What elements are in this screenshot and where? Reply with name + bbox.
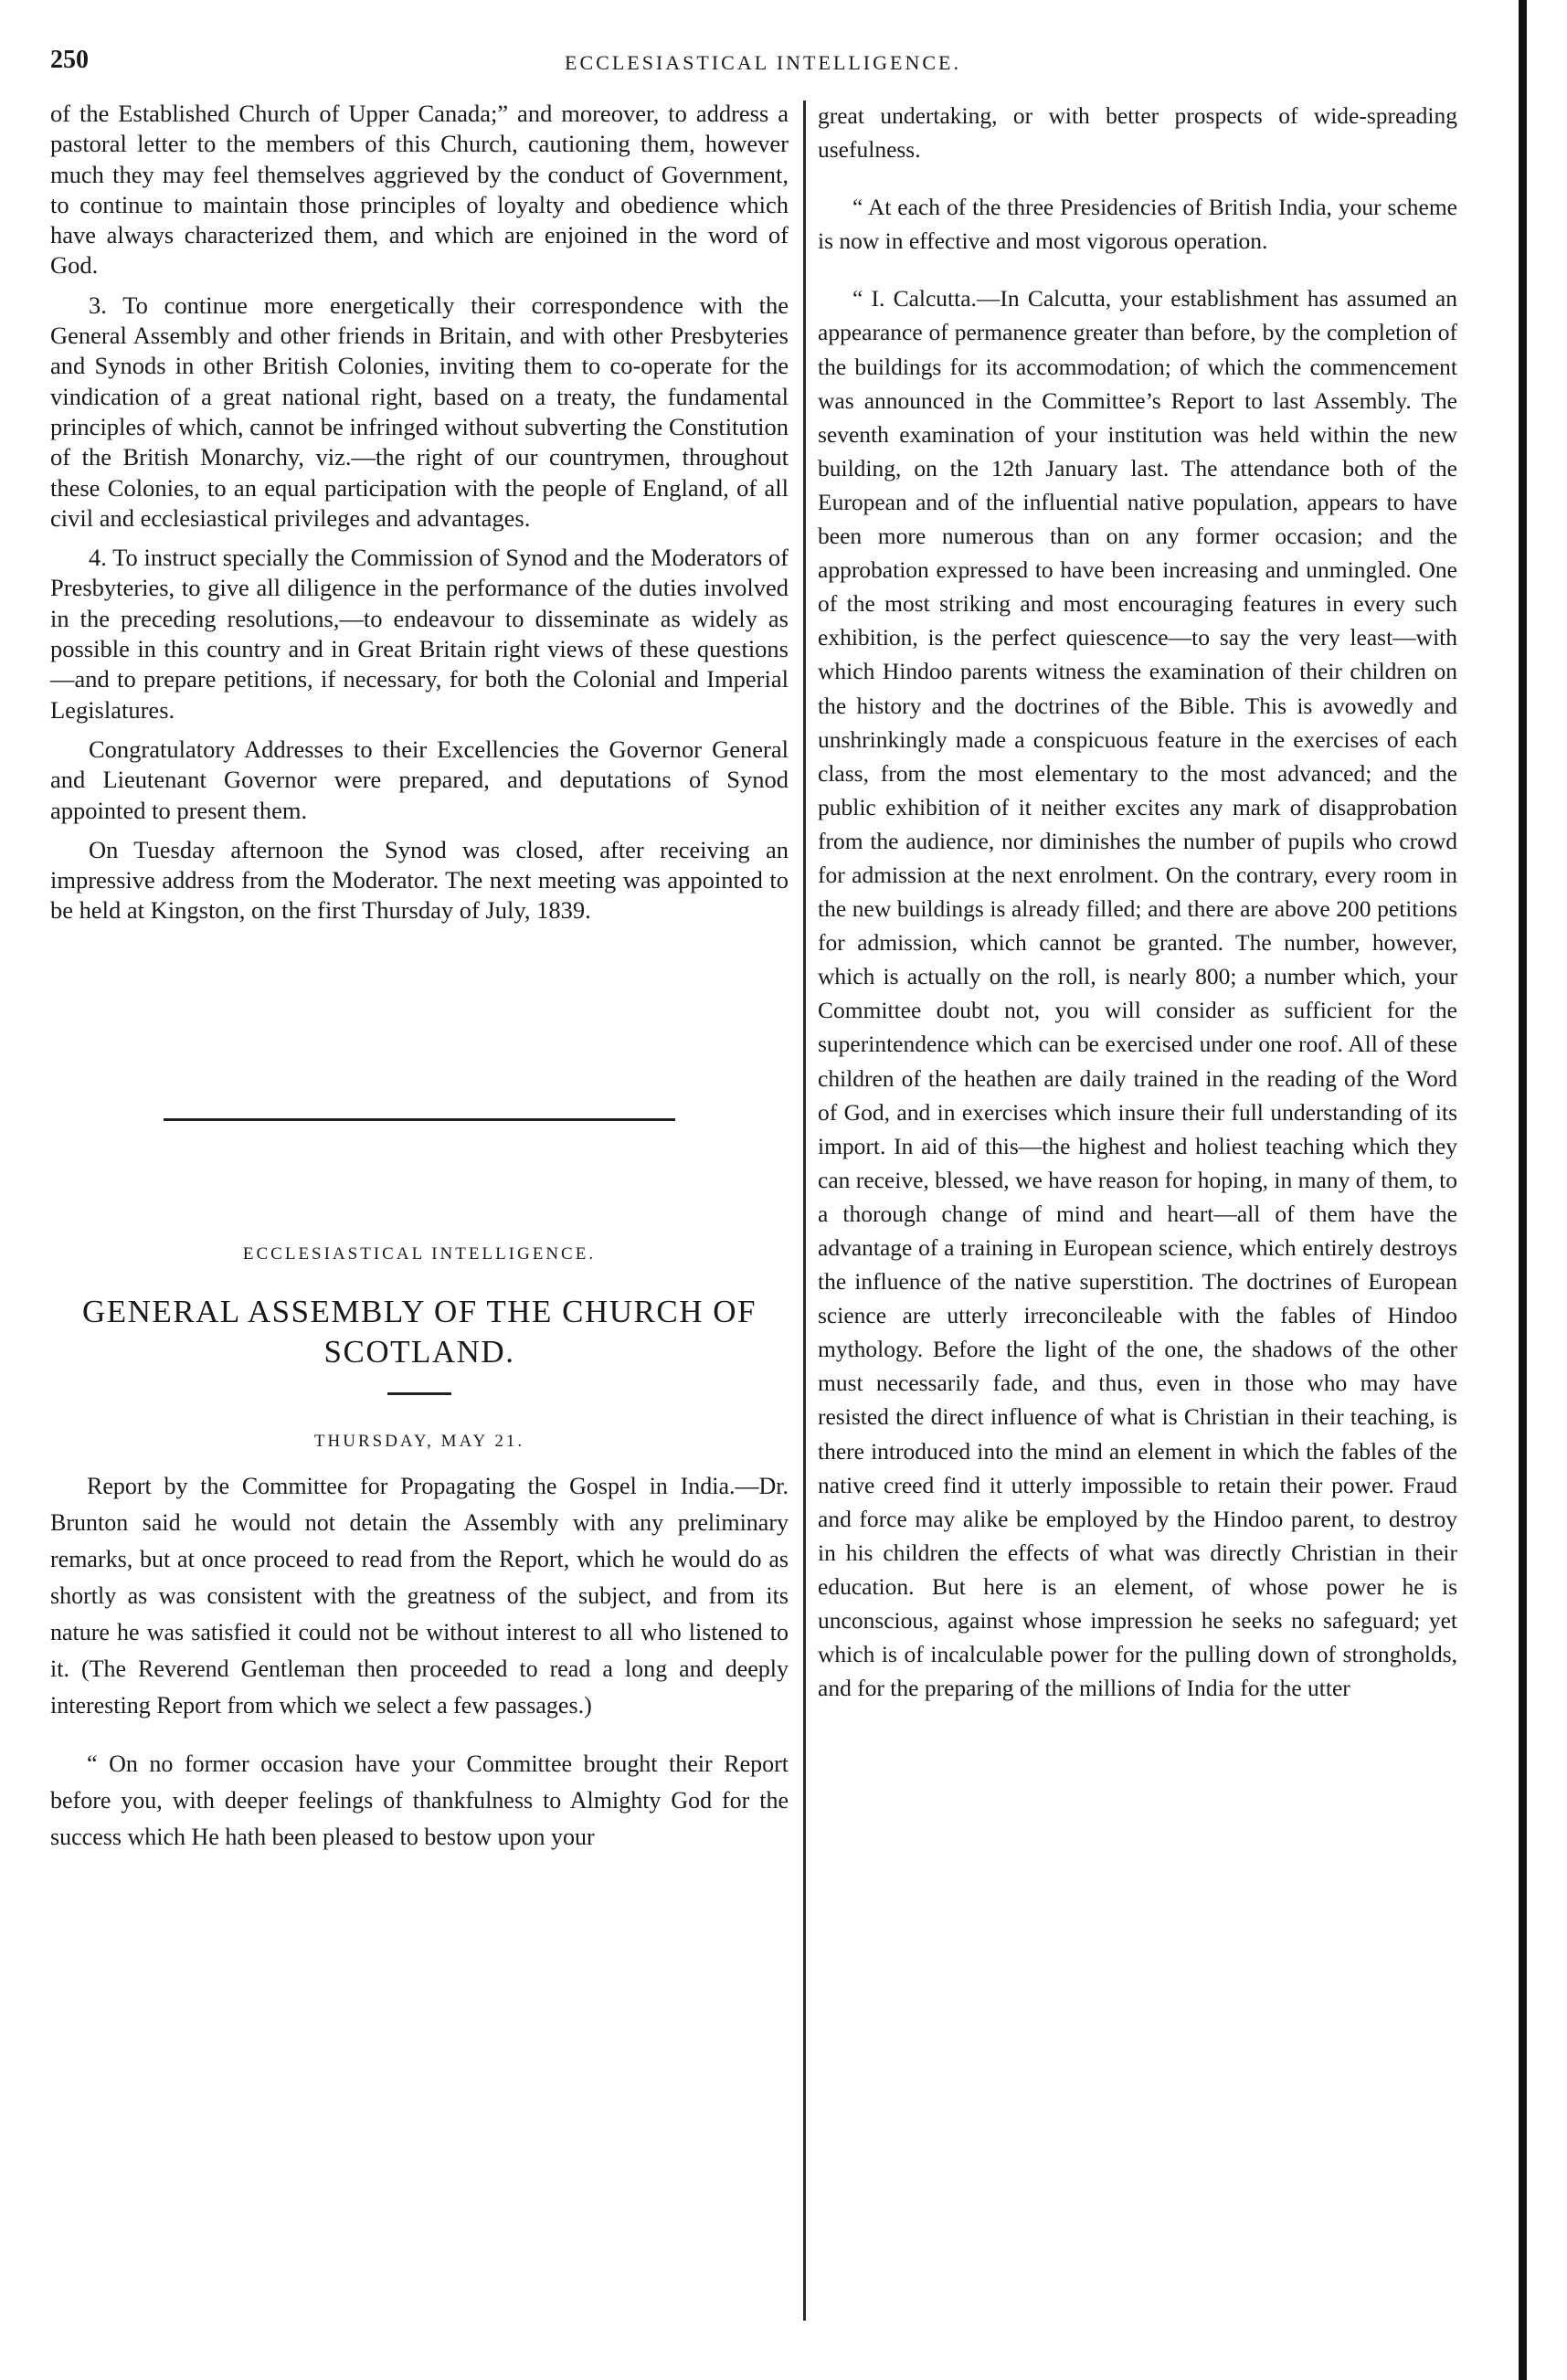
article-title: GENERAL ASSEMBLY OF THE CHURCH OF SCOTLAND. [82, 1293, 757, 1370]
synod-resolutions [50, 99, 789, 926]
page-number: 250 [50, 46, 89, 74]
running-title: ECCLESIASTICAL INTELLIGENCE. [565, 51, 961, 74]
paragraph: 3. To continue more energetically their correspondence with the General Assembly and other friends in Britain, and with other Presbyteries and Synods in other British Colonies, inviting them to co-operate for the vindication of a great national right, based on a treaty, the fundamental principles of which, cannot be infringed without subverting the Constitution of the British Monarchy, viz.—the right of our countrymen, throughout these Colonies, to an equal participation with the people of England, of all civil and ecclesiastical privileges and advantages. [50, 291, 789, 532]
section-separator [164, 1118, 675, 1121]
column-divider [803, 100, 806, 2321]
paragraph: great undertaking, or with better prospects of wide-spreading usefulness. [818, 102, 1457, 164]
paragraph: “ At each of the three Presidencies of British India, your scheme is now in effective and most vigorous operation. [818, 194, 1457, 255]
paragraph: 4. To instruct specially the Commission of Synod and the Moderators of Presbyteries, to give all diligence in the performance of the duties involved in the preceding resolutions,—to endeavour to disseminate as widely as possible in this country and in Great Britain right views of these questions—and to prepare petitions, if necessary, for both the Colonial and Imperial Legislatures. [50, 544, 789, 724]
paragraph: On Tuesday afternoon the Synod was closed, after receiving an impressive address from the Moderator. The next meeting was appointed to be held at Kingston, on the first Thursday of July, 1839. [50, 835, 789, 925]
page-edge-bar [1519, 0, 1527, 2380]
right-column [818, 99, 1457, 1705]
paragraph: “ On no former occasion have your Committee brought their Report before you, with deeper feelings of thankfulness to Almighty God for the success which He hath been pleased to bestow upon your [50, 1750, 789, 1850]
left-column [50, 99, 789, 1856]
report-continued [818, 99, 1457, 1705]
paragraph: “ I. Calcutta.—In Calcutta, your establishment has assumed an appearance of permanence greater than before, by the completion of the buildings for its accommodation; of which the commencement was announced in the Committee’s Report to last Assembly. The seventh examination of your institution was held within the new building, on the 12th January last. The attendance both of the European and of the influential native population, appears to have been more numerous than on any former occasion; and the approbation expressed to have been increasing and unmingled. One of the most striking and most encouraging features in every such exhibition, is the perfect quiescence—to say the very least—with which Hindoo parents witness the examination of their children on the history and the doctrines of the Bible. This is avowedly and unshrinkingly made a conspicuous feature in the exercises of each class, from the most elementary to the most advanced; and the public exhibition of it neither excites any mark of disapprobation from the audience, nor diminishes the number of pupils who crowd for admission at the next enrolment. On the contrary, every room in the new buildings is already filled; and there are above 200 petitions for admission, which cannot be granted. The number, however, which is actually on the roll, is nearly 800; a number which, your Committee doubt not, you will consider as sufficient for the superintendence which can be exercised under one roof. All of these children of the heathen are daily trained in the reading of the Word of God, and in exercises which insure their full understanding of its import. In aid of this—the highest and holiest teaching which they can receive, blessed, we have reason for hoping, in many of them, to a thorough change of mind and heart—all of them have the advantage of a training in European science, which entirely destroys the influence of the native superstition. The doctrines of European science are utterly irreconcileable with the fables of Hindoo mythology. Before the light of the one, the shadows of the other must necessarily fade, and thus, even in those who may have resisted the direct influence of what is Christian in their teaching, is there introduced into the mind an element in which the fables of the native creed find it utterly impossible to retain their power. Fraud and force may alike be employed by the Hindoo parent, to destroy in his children the effects of what was directly Christian in their education. But here is an element, of whose power he is unconscious, against whose impression he seeks no safeguard; yet which is of incalculable power for the pulling down of strongholds, and for the preparing of the millions of India for the utter [818, 285, 1457, 1702]
running-head [50, 46, 1476, 82]
paragraph: Report by the Committee for Propagating the Gospel in India.—Dr. Brunton said he would not detain the Assembly with any preliminary remarks, but at once proceed to read from the Report, which he would do as shortly as was consistent with the greatness of the subject, and from its nature he was satisfied it could not be without interest to all who listened to it. (The Reverend Gentleman then proceeded to read a long and deeply interesting Report from which we select a few passages.) [50, 1472, 789, 1719]
dateline: THURSDAY, MAY 21. [313, 1431, 525, 1451]
paragraph: of the Established Church of Upper Canada;” and moreover, to address a pastoral letter to the members of this Church, cautioning them, however much they may feel themselves aggrieved by the conduct of Government, to continue to maintain those principles of loyalty and obedience which have always characterized them, and which are enjoined in the word of God. [50, 100, 789, 280]
section-running-head: ECCLESIASTICAL INTELLIGENCE. [242, 1243, 597, 1264]
title-rule [387, 1392, 451, 1395]
paragraph: Congratulatory Addresses to their Excellencies the Governor General and Lieutenant Governor were prepared, and deputations of Synod appointed to present them. [50, 735, 789, 824]
report-text [50, 1468, 789, 1856]
